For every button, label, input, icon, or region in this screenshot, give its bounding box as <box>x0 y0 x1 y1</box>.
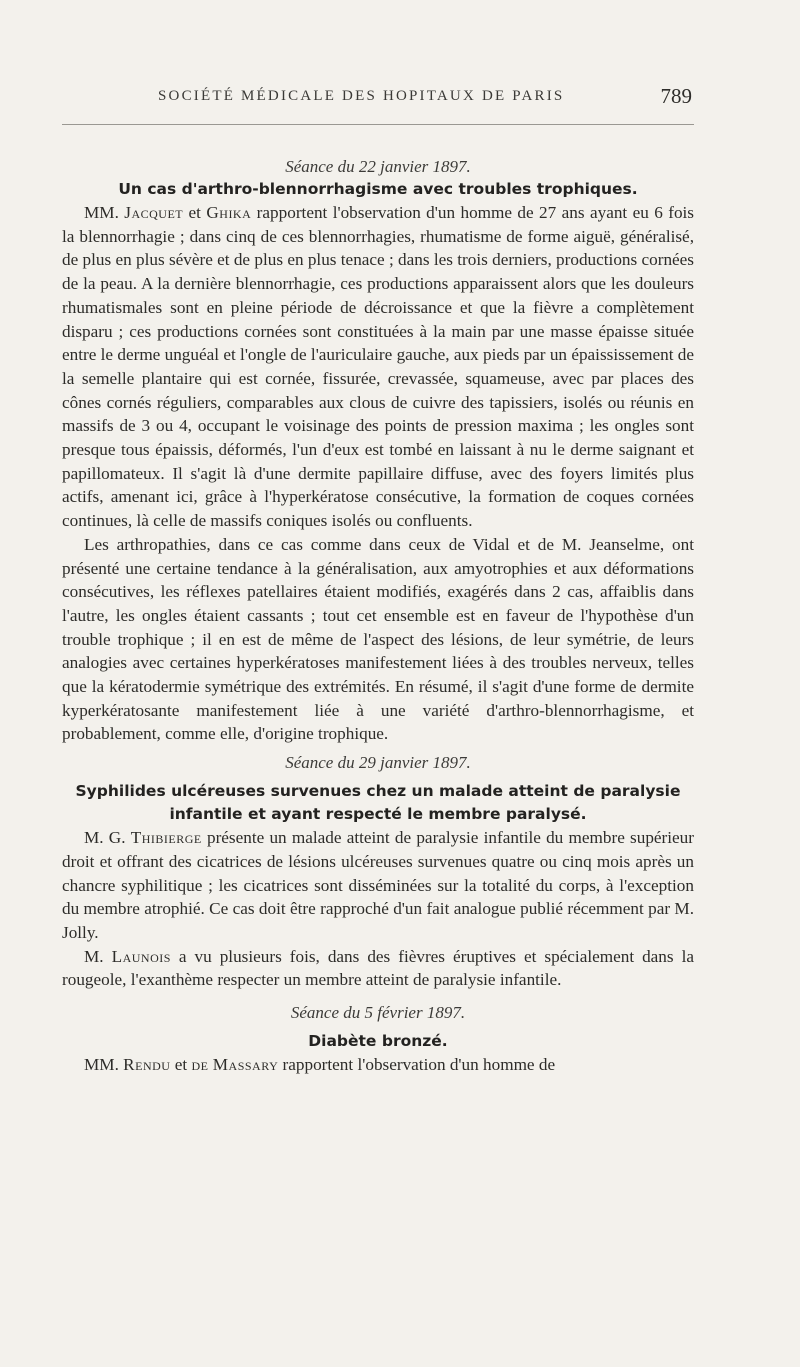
paragraph-lead: MM. <box>84 203 125 222</box>
session-date: Séance du 5 février 1897. <box>290 1003 466 1023</box>
paragraph <box>62 945 694 992</box>
paragraph-text: a vu plusieurs fois, dans des fièvres éruptives et spécialement dans la rougeole, l'exanthème respecter un membre atteint de paralysie infantile. <box>62 946 694 990</box>
paragraph-text: Les arthropathies, dans ce cas comme dans ceux de Vidal et de M. Jeanselme, ont présenté une certaine tendance à la généralisation, aux amyotrophies et aux déformations consécutives, les réflexes patellaires étaient modifiés, exagérés dans 2 cas, affaiblis dans l'autre, les ongles étaient cassants ; tout cet ensemble est en faveur de l'hypothèse d'un trouble trophique ; il en est de même de l'aspect des lésions, de leur symétrie, de leurs analogies avec certaines hyperkératoses manifestement liées à des troubles nerveux, telles que la kératodermie symétrique des extrémités. En résumé, il s'agit d'une forme de dermite kyperkératosante manifestement liée à une variété d'arthro-blennorrhagisme, et probablement, comme elle, d'origine trophique. <box>62 534 694 744</box>
paragraph-text: présente un malade atteint de paralysie infantile du membre supérieur droit et offrant des cicatrices de lésions ulcéreuses survenues quatre ou cinq mois après un chancre syphilitique ; les cicatrices sont disséminées sur la totalité du corps, à l'exception du membre atrophié. Ce cas doit être rapproché d'un fait analogue publié récemment par M. Jolly. <box>62 828 694 942</box>
author-separator: et <box>170 1055 192 1075</box>
page-number: 789 <box>660 84 692 108</box>
author-name: Rendu <box>123 1055 171 1075</box>
paragraph-lead: M. G. <box>84 828 131 848</box>
session-29-janvier <box>62 752 694 992</box>
article-title: Diabète bronzé. <box>308 1032 448 1051</box>
article-body <box>62 201 694 746</box>
session-22-janvier <box>62 156 694 746</box>
paragraph-lead: MM. <box>84 1055 124 1075</box>
article-body <box>62 826 694 992</box>
paragraph-text: rapportent l'observation d'un homme de 27 ans ayant eu 6 fois la blennorrhagie ; dans cinq de ces blennorrhagies, rhumatisme de forme aiguë, généralisé, de plus en plus sévère et de plus en plus tenace ; dans les trois derniers, productions cornées de la peau. A la dernière blennorrhagie, ces productions apparaissent alors que les douleurs rhumatismales sont en pleine période de décroissance et que la fièvre a complètement disparu ; ces productions cornées sont constituées à la main par une masse épaisse située entre le derme unguéal et l'ongle de l'auriculaire gauche, aux pieds par un épaississement de la semelle plantaire qui est cornée, fissurée, crevassée, squameuse, avec par places des cônes cornés réguliers, comparables aux clous de cuivre des tapissiers, isolés ou réunis en massifs de 3 ou 4, occupant le voisinage des points de pression maxima ; les ongles sont presque tous épaissis, déformés, l'un d'eux est tombé en laissant à nu le derme saignant et papillomateux. Il s'agit là d'une dermite papillaire diffuse, avec des foyers limités plus actifs, amenant ici, grâce à l'hyperkératose consécutive, la formation de coques cornées continues, là celle de massifs coniques isolés ou confluents. <box>62 203 694 531</box>
header-rule <box>62 124 694 125</box>
session-date: Séance du 29 janvier 1897. <box>285 753 471 773</box>
author-name: Massary <box>212 1055 279 1075</box>
author-separator: et <box>183 203 207 222</box>
paragraph-lead: M. <box>84 946 112 966</box>
paragraph-text: rapportent l'observation d'un homme de <box>278 1055 556 1075</box>
session-5-fevrier <box>62 1002 694 1077</box>
session-date: Séance du 22 janvier 1897. <box>285 157 471 176</box>
paragraph <box>62 826 694 945</box>
running-head <box>62 84 694 118</box>
author-name: Thibierge <box>130 828 202 848</box>
book-page <box>62 84 694 1077</box>
author-name: Ghika <box>206 203 252 222</box>
article-title: Un cas d'arthro-blennorrhagisme avec troubles trophiques. <box>118 180 638 198</box>
paragraph <box>62 1053 694 1077</box>
running-title: SOCIÉTÉ MÉDICALE DES HOPITAUX DE PARIS <box>158 88 565 104</box>
author-name: Launois <box>111 946 171 966</box>
paragraph <box>62 533 694 746</box>
article-title: Syphilides ulcéreuses survenues chez un malade atteint de paralysie infantile et ayant respecté le membre paralysé. <box>75 782 681 824</box>
author-name: Jacquet <box>124 203 184 222</box>
author-name: de <box>191 1055 209 1075</box>
paragraph <box>62 201 694 533</box>
article-body <box>62 1053 694 1077</box>
